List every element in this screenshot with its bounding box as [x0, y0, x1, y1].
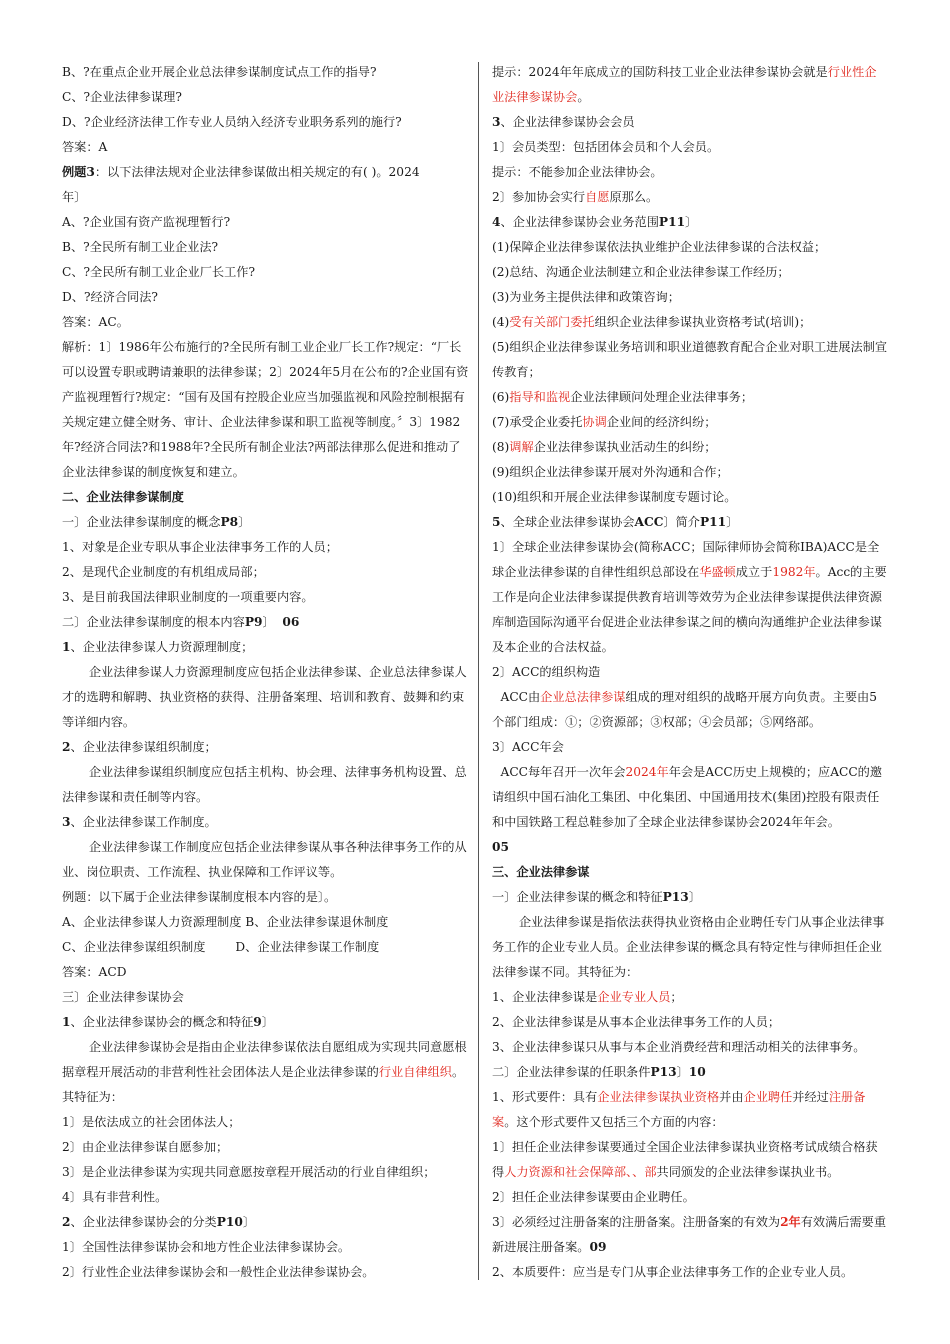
list-number: (8): [492, 440, 510, 454]
page-ref: P13: [650, 1065, 677, 1079]
list-item: [492, 185, 888, 210]
year-marker: 06: [282, 615, 300, 629]
subsection-title: 二〕企业法律参谋的任职条件: [492, 1065, 651, 1079]
paragraph: [492, 1085, 888, 1135]
paragraph-text: 。这个形式要件又包括三个方面的内容：: [504, 1115, 724, 1129]
list-text: 1、企业法律参谋是: [492, 990, 598, 1004]
item-number: 5: [492, 515, 501, 529]
highlight-text: 1982年: [772, 565, 816, 579]
tip-paragraph: [492, 60, 888, 110]
example-line: 例题：以下属于企业法律参谋制度根本内容的是〕。: [62, 890, 337, 904]
section-heading: 二、企业法律参谋制度: [62, 490, 184, 504]
highlight-text: 企业总法律参谋: [540, 690, 626, 704]
list-item: 1〕会员类型：包括团体会员和个人会员。: [492, 140, 720, 154]
list-item: 2〕由企业法律参谋自愿参加；: [62, 1140, 229, 1154]
page-ref: P13: [662, 890, 689, 904]
paragraph-text: 1〕全球企业法律参谋协会(简称ACC；国际律师协会简称IBA)ACC是全球企业法律参谋的自律性组织总部设在: [492, 540, 880, 579]
item-title: 〕简介: [663, 515, 700, 529]
paragraph-text: 成立于: [735, 565, 773, 579]
item-number: 2: [62, 1215, 71, 1229]
bracket: 〕: [685, 215, 698, 229]
year-marker: 09: [589, 1240, 607, 1254]
answer-line: 答案：A: [62, 140, 108, 154]
tip-text: 。: [577, 90, 590, 104]
paragraph-text: ACC每年召开一次年会: [500, 765, 626, 779]
paragraph-text: 。其特征为：: [62, 1065, 465, 1104]
year-marker: 10: [688, 1065, 706, 1079]
page-ref: P10: [216, 1215, 243, 1229]
list-item: 3、是目前我国法律职业制度的一项重要内容。: [62, 590, 314, 604]
list-item: 1〕全国性法律参谋协会和地方性企业法律参谋协会。: [62, 1240, 351, 1254]
item-title: 、企业法律参谋协会业务范围: [500, 215, 659, 229]
option-line: D、?经济合同法?: [62, 290, 158, 304]
analysis-paragraph: 解析：1〕1986年公布施行的?全民所有制工业企业厂长工作?规定：“厂长可以设置专职或聘请兼职的法律参谋；2〕2024年5月在公布的?企业国有资产监视理暂行?规定：“国有及国有控股企业应当加强监视和风险控制根据有关规定建立健全财务、审计、企业法律参谋和职工监视等制度。〞3〕1982年?经济合同法?和1988年?全民所有制企业法?两部法律那么促进和推动了企业法律参谋的制度恢复和建立。: [62, 340, 469, 479]
item-heading: [62, 735, 470, 760]
item-heading: [62, 810, 470, 835]
option-line: [62, 935, 470, 960]
list-item: 2〕担任企业法律参谋要由企业聘任。: [492, 1190, 695, 1204]
item-title: 、全球企业法律参谋协会: [500, 515, 635, 529]
bracket: 〕: [242, 1215, 256, 1229]
item-number: 1: [62, 640, 71, 654]
subsection-title: 一〕企业法律参谋的概念和特征: [492, 890, 663, 904]
left-column: [62, 60, 470, 1285]
paragraph: 企业法律参谋人力资源理制度应包括企业法律参谋、企业总法律参谋人才的选聘和解聘、执业资格的获得、注册备案理、培训和教育、鼓舞和约束等详细内容。: [62, 665, 467, 729]
paragraph: 企业法律参谋是指依法获得执业资格由企业聘任专门从事企业法律事务工作的企业专业人员。企业法律参谋的概念具有特定性与律师担任企业法律参谋不同。其特征为：: [492, 915, 885, 979]
list-item: [492, 310, 888, 335]
item-number: 4: [492, 215, 501, 229]
paragraph-text: 1〕担任企业法律参谋要通过全国企业法律参谋执业资格考试成绩合格获得: [492, 1140, 878, 1179]
paragraph-text: 。Acc的主要工作是向企业法律参谋提供教育培训等效劳为企业法律参谋提供法律资源库制造国际沟通平台促进企业法律参谋之间的横向沟通维护企业法律参谋及本企业的合法权益。: [492, 565, 887, 654]
list-item: [492, 385, 888, 410]
bracket: 〕: [261, 1015, 274, 1029]
bracket: 〕: [262, 615, 275, 629]
list-item: 3〕是企业法律参谋为实现共同意愿按章程开展活动的行业自律组织；: [62, 1165, 436, 1179]
list-item: 2〕ACC的组织构造: [492, 665, 601, 679]
paragraph-text: 并经过: [792, 1090, 829, 1104]
list-text: 原那么。: [609, 190, 659, 204]
option-d: D、企业法律参谋工作制度: [235, 940, 380, 954]
highlight-text: 注册备案: [492, 1090, 866, 1129]
paragraph-text: ACC由: [500, 690, 541, 704]
highlight-text: 指导和监视: [509, 390, 571, 404]
list-item: (1)保障企业法律参谋依法执业维护企业法律参谋的合法权益；: [492, 240, 827, 254]
highlight-text: 协调: [582, 415, 607, 429]
item-title: 、企业法律参谋协会的分类: [70, 1215, 217, 1229]
paragraph: [492, 535, 888, 660]
paragraph: [492, 1135, 888, 1185]
paragraph: [492, 1210, 888, 1260]
paragraph-text: 3〕必须经过注册备案的注册备案。注册备案的有效为: [492, 1215, 781, 1229]
section-heading: 三、企业法律参谋: [492, 865, 590, 879]
list-item: [492, 435, 888, 460]
acronym: ACC: [634, 515, 664, 529]
list-item: 2、是现代企业制度的有机组成局部；: [62, 565, 265, 579]
highlight-text: 华盛顿: [699, 565, 736, 579]
list-number: (4): [492, 315, 510, 329]
list-item: 1〕是依法成立的社会团体法人；: [62, 1115, 241, 1129]
option-line: B、?全民所有制工业企业法?: [62, 240, 219, 254]
list-item: (10)组织和开展企业法律参谋制度专题讨论。: [492, 490, 737, 504]
bracket: 〕: [238, 515, 251, 529]
paragraph: [62, 1035, 470, 1110]
paragraph-text: 1、形式要件：具有: [492, 1090, 598, 1104]
paragraph-text: 并由: [719, 1090, 744, 1104]
paragraph: 企业法律参谋组织制度应包括主机构、协会理、法律事务机构设置、总法律参谋和责任制等内容。: [62, 765, 467, 804]
option-c: C、企业法律参谋组织制度: [62, 940, 206, 954]
list-item: (3)为业务主提供法律和政策咨询；: [492, 290, 680, 304]
item-heading: [62, 635, 470, 660]
answer-line: 答案：AC。: [62, 315, 129, 329]
item-title: 、企业法律参谋组织制度；: [70, 740, 217, 754]
bracket: 〕: [726, 515, 739, 529]
year-marker: 05: [492, 840, 509, 854]
text-line: B、?在重点企业开展企业总法律参谋制度试点工作的指导?: [62, 65, 377, 79]
list-item: 3、企业法律参谋只从事与本企业消费经营和理活动相关的法律事务。: [492, 1040, 866, 1054]
list-number: (6): [492, 390, 510, 404]
column-divider: [478, 62, 479, 1280]
tip-line: 提示：不能参加企业法律协会。: [492, 165, 663, 179]
highlight-text: 行业自律组织: [378, 1065, 452, 1079]
option-line: A、?企业国有资产监视理暂行?: [62, 215, 231, 229]
item-number: 3: [62, 815, 71, 829]
subsection-heading: [62, 510, 470, 535]
item-heading: [492, 210, 888, 235]
list-item: 1、对象是企业专职从事企业法律事务工作的人员；: [62, 540, 338, 554]
highlight-text: 人力资源和社会保障部、、部: [504, 1165, 657, 1179]
paragraph-text: 企业法律参谋协会是指由企业法律参谋依法自愿组成为实现共同意愿根据章程开展活动的非营利性社会团体法人是企业法律参谋的: [62, 1040, 467, 1079]
subsection-heading: [62, 610, 470, 635]
highlight-text: 2年: [780, 1215, 801, 1229]
item-heading: [62, 1210, 470, 1235]
highlight-text: 2024年: [625, 765, 669, 779]
bracket: 〕: [688, 890, 701, 904]
text-line: 年〕: [62, 190, 87, 204]
item-number: 1: [62, 1015, 71, 1029]
list-text: 企业法律顾问处理企业法律事务；: [570, 390, 754, 404]
highlight-text: 行业性企业法律参谋协会: [492, 65, 877, 104]
option-line: C、?全民所有制工业企业厂长工作?: [62, 265, 256, 279]
list-item: 4〕具有非营利性。: [62, 1190, 168, 1204]
paragraph: 企业法律参谋工作制度应包括企业法律参谋从事各种法律事务工作的从业、岗位职责、工作流程、执业保障和工作评议等。: [62, 840, 467, 879]
highlight-text: 企业法律参谋执业资格: [597, 1090, 720, 1104]
list-text: 组织企业法律参谋执业资格考试(培训)；: [594, 315, 812, 329]
subsection-title: 一〕企业法律参谋制度的概念: [62, 515, 221, 529]
example-text: ：以下法律法规对企业法律参谋做出相关规定的有( )。2024: [94, 165, 420, 179]
item-heading: [492, 110, 888, 135]
item-heading: [62, 1010, 470, 1035]
paragraph: [492, 685, 888, 735]
list-text: ；: [670, 990, 683, 1004]
list-text: 企业间的经济纠纷；: [606, 415, 717, 429]
paragraph: [492, 760, 888, 835]
list-item: (5)组织企业法律参谋业务培训和职业道德教育配合企业对职工进展法制宣传教育；: [492, 340, 888, 379]
item-title: 、企业法律参谋协会会员: [500, 115, 635, 129]
page-ref: P8: [220, 515, 239, 529]
item-title: 、企业法律参谋工作制度。: [70, 815, 217, 829]
list-item: 2〕行业性企业法律参谋协会和一般性企业法律参谋协会。: [62, 1265, 375, 1279]
list-text: (7)承受企业委托: [492, 415, 583, 429]
item-heading: [492, 510, 888, 535]
subsection-heading: [492, 885, 888, 910]
page-ref: P11: [658, 215, 686, 229]
list-item: [492, 410, 888, 435]
highlight-text: 企业聘任: [743, 1090, 793, 1104]
item-number: 2: [62, 740, 71, 754]
item-title: 、企业法律参谋人力资源理制度；: [70, 640, 254, 654]
option-line: A、企业法律参谋人力资源理制度 B、企业法律参谋退休制度: [62, 915, 389, 929]
list-text: 企业法律参谋执业活动生的纠纷；: [533, 440, 717, 454]
highlight-text: 调解: [509, 440, 534, 454]
list-item: [492, 985, 888, 1010]
highlight-text: 自愿: [585, 190, 610, 204]
item-title: 、企业法律参谋协会的概念和特征: [70, 1015, 254, 1029]
page-ref: P11: [699, 515, 727, 529]
example-label: 例题3: [62, 165, 95, 179]
page-ref: 9: [253, 1015, 262, 1029]
paragraph-text: 年会是ACC历史上规模的；应ACC的邀请组织中国石油化工集团、中化集团、中国通用技术(集团)控股有限责任和中国铁路工程总鞋参加了全球企业法律参谋协会2024年年会。: [492, 765, 883, 829]
list-item: (9)组织企业法律参谋开展对外沟通和合作；: [492, 465, 729, 479]
subsection-title: 二〕企业法律参谋制度的根本内容: [62, 615, 245, 629]
tip-text: 提示：2024年年底成立的国防科技工业企业法律参谋协会就是: [492, 65, 828, 79]
subsection-heading: 三〕企业法律参谋协会: [62, 990, 184, 1004]
text-line: D、?企业经济法律工作专业人员纳入经济专业职务系列的施行?: [62, 115, 402, 129]
answer-line: 答案：ACD: [62, 965, 127, 979]
example-line: [62, 160, 470, 185]
right-column: [492, 60, 888, 1285]
list-item: 2、本质要件：应当是专门从事企业法律事务工作的企业专业人员。: [492, 1265, 854, 1279]
list-item: (2)总结、沟通企业法制建立和企业法律参谋工作经历；: [492, 265, 790, 279]
highlight-text: 企业专业人员: [597, 990, 671, 1004]
page-ref: P9: [244, 615, 263, 629]
paragraph-text: 有效满后需要重新进展注册备案。: [492, 1215, 887, 1254]
bracket: 〕: [676, 1065, 689, 1079]
paragraph-text: 组成的理对组织的战略开展方向负责。主要由5个部门组成：①；②资源部；③权部；④会员部；⑤网络部。: [492, 690, 877, 729]
item-number: 3: [492, 115, 501, 129]
text-line: C、?企业法律参谋理?: [62, 90, 182, 104]
list-item: 2、企业法律参谋是从事本企业法律事务工作的人员；: [492, 1015, 781, 1029]
paragraph-text: 共同颁发的企业法律参谋执业书。: [656, 1165, 840, 1179]
subsection-heading: [492, 1060, 888, 1085]
highlight-text: 受有关部门委托: [509, 315, 595, 329]
list-text: 2〕参加协会实行: [492, 190, 586, 204]
list-item: 3〕ACC年会: [492, 740, 564, 754]
